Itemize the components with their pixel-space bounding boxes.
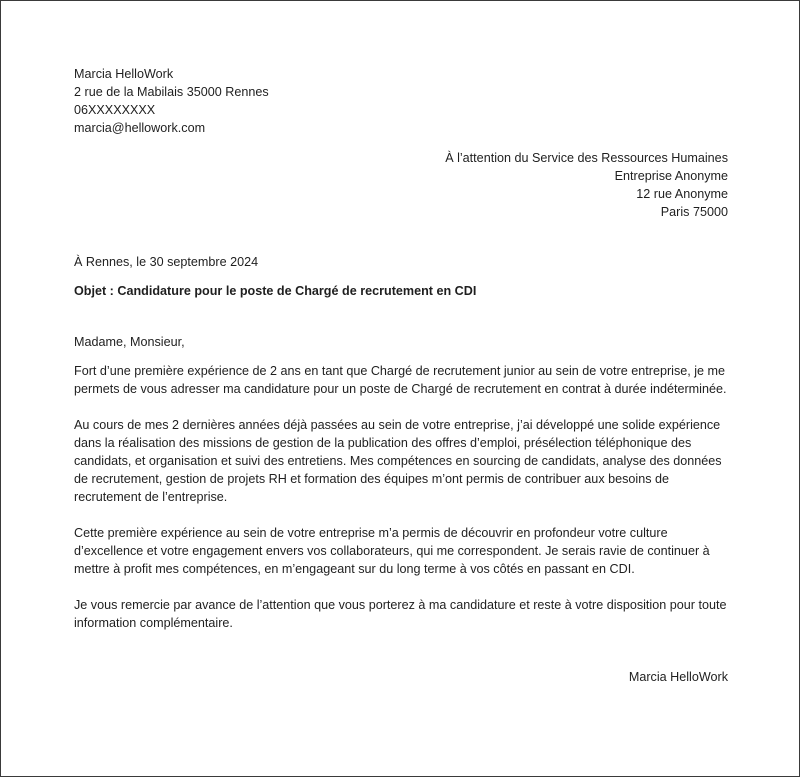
body-paragraph: Au cours de mes 2 dernières années déjà passées au sein de votre entreprise, j’ai développé une solide expérience dans la réalisation des missions de gestion de la publication des offres d’emploi, présélection téléphonique des candidats, et organisation et suivi des entretiens. Mes compétences en sourcing de candidats, analyse des données de recrutement, gestion de projets RH et formation des équipes m’ont permis de contribuer aux besoins de recrutement de l’entreprise. <box>74 418 722 504</box>
body-paragraph: Fort d’une première expérience de 2 ans en tant que Chargé de recrutement junior au sein de votre entreprise, je me permets de vous adresser ma candidature pour un poste de Chargé de recrutement en contrat à durée indéterminée. <box>74 364 727 396</box>
sender-name: Marcia HelloWork <box>74 67 174 81</box>
recipient-city: Paris 75000 <box>660 205 728 219</box>
letter-body <box>74 362 728 632</box>
sender-email: marcia@hellowork.com <box>74 121 206 135</box>
letter-salutation: Madame, Monsieur, <box>74 335 185 349</box>
recipient-street: 12 rue Anonyme <box>636 187 728 201</box>
recipient-block <box>74 149 728 221</box>
body-paragraph: Je vous remercie par avance de l’attention que vous porterez à ma candidature et reste à votre disposition pour toute information complémentaire. <box>74 598 727 630</box>
sender-block <box>74 65 728 137</box>
letter-date: À Rennes, le 30 septembre 2024 <box>74 255 259 269</box>
sender-phone: 06XXXXXXXX <box>74 103 156 117</box>
recipient-company: Entreprise Anonyme <box>614 169 728 183</box>
cover-letter <box>74 65 728 686</box>
letter-subject: Objet : Candidature pour le poste de Chargé de recrutement en CDI <box>74 284 477 298</box>
body-paragraph: Cette première expérience au sein de votre entreprise m’a permis de découvrir en profondeur votre culture d’excellence et votre engagement envers vos collaborateurs, qui me correspondent. Je serais ravie de continuer à mettre à profit mes compétences, en m’engageant sur du long terme à vos côtés en passant en CDI. <box>74 526 710 576</box>
sender-address: 2 rue de la Mabilais 35000 Rennes <box>74 85 269 99</box>
letter-signature: Marcia HelloWork <box>628 670 728 684</box>
recipient-attention: À l’attention du Service des Ressources Humaines <box>445 151 728 165</box>
